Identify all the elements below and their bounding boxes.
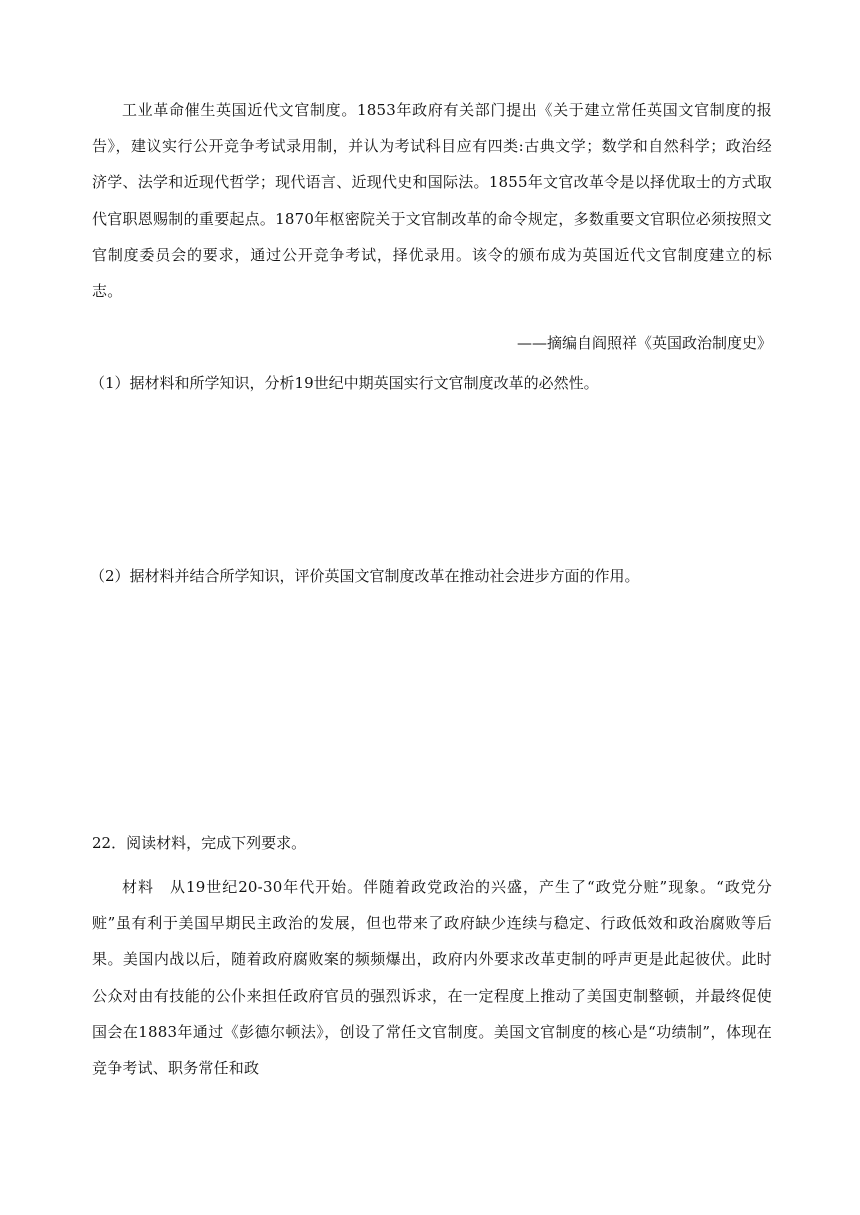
passage-american-civil-service: 材料 从19世纪20-30年代开始。伴随着政党政治的兴盛，产生了“政党分赃”现象。“政党分赃”虽有利于美国早期民主政治的发展，但也带来了政府缺少连续与稳定、行政低效和政治腐败等后果。美国内战以后，随着政府腐败案的频频爆出，政府内外要求改革吏制的呼声更是此起彼伏。此时公众对由有技能的公仆来担任政府官员的强烈诉求，在一定程度上推动了美国吏制整顿，并最终促使国会在1883年通过《彭德尔顿法》，创设了常任文官制度。美国文官制度的核心是“功绩制”，体现在竞争考试、职务常任和政 (92, 878, 772, 1078)
question-22-heading: 22．阅读材料，完成下列要求。 (92, 834, 307, 852)
passage-source-citation: ——摘编自阎照祥《英国政治制度史》 (516, 334, 772, 352)
passage-british-civil-service: 工业革命催生英国近代文官制度。1853年政府有关部门提出《关于建立常任英国文官制度的报告》，建议实行公开竞争考试录用制，并认为考试科目应有四类:古典文学；数学和自然科学；政治经济学、法学和近现代哲学；现代语言、近现代史和国际法。1855年文官改革令是以择优取士的方式取代官职恩赐制的重要起点。1870年枢密院关于文官制改革的命令规定，多数重要文官职位必须按照文官制度委员会的要求，通过公开竞争考试，择优录用。该令的颁布成为英国近代文官制度建立的标志。 (92, 101, 772, 301)
question-1: （1）据材料和所学知识，分析19世纪中期英国实行文官制度改革的必然性。 (90, 374, 599, 392)
question-2: （2）据材料并结合所学知识，评价英国文官制度改革在推动社会进步方面的作用。 (90, 567, 640, 585)
